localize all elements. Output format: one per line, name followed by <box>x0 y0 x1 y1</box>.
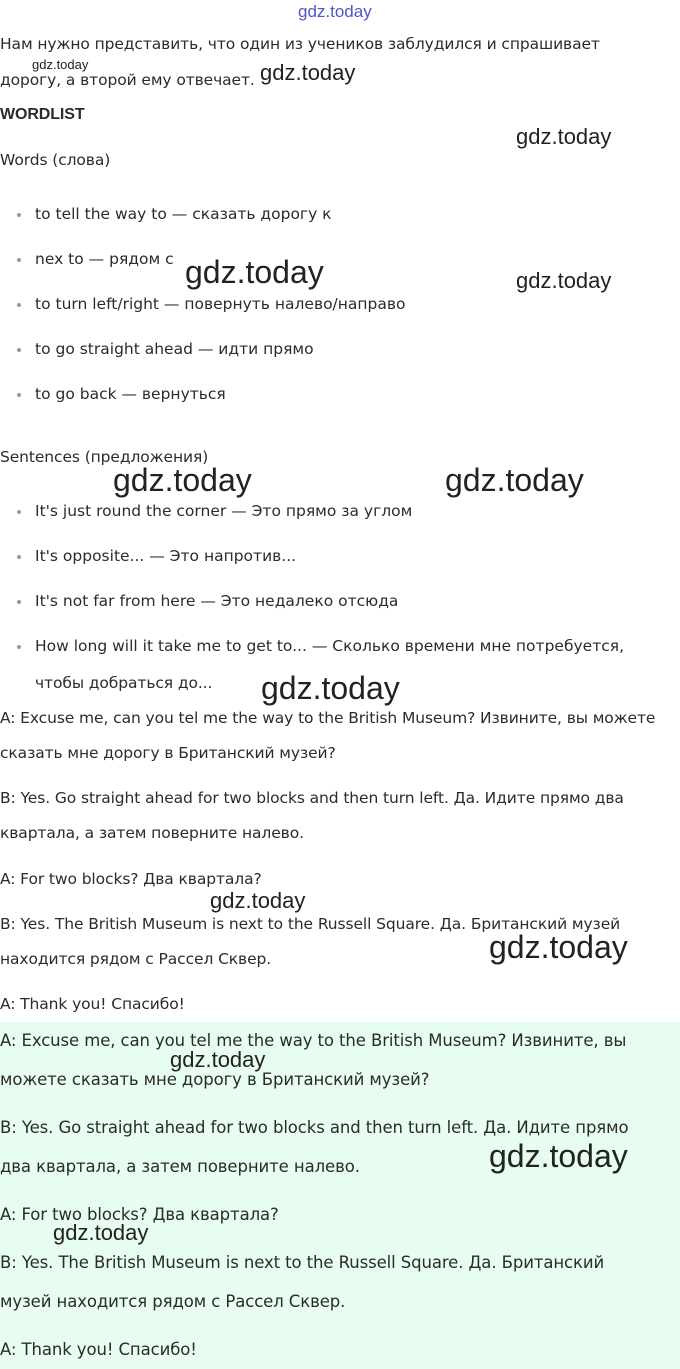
watermark: gdz.today <box>210 888 306 913</box>
bullet-icon <box>17 393 21 397</box>
highlighted-dialog-line: B: Yes. Go straight ahead for two blocks and then turn left. Да. Идите прямо <box>0 1118 629 1137</box>
watermark: gdz.today <box>32 57 89 72</box>
highlighted-dialog-line: A: Excuse me, can you tel me the way to the British Museum? Извините, вы <box>0 1031 627 1050</box>
highlighted-dialog-line: B: Yes. The British Museum is next to the Russell Square. Да. Британский <box>0 1253 605 1272</box>
watermark: gdz.today <box>170 1047 266 1072</box>
dialog-line: A: Thank you! Спасибо! <box>0 995 185 1013</box>
watermark: gdz.today <box>489 929 628 965</box>
document-page: gdz.today Нам нужно представить, что один из учеников заблудился и спрашивает дорогу, а второй ему отвечает. WORDLIST Words (слова) to tell the way to — сказать дорогу к nex to — рядом с to turn left/right — повернуть налево/направо to go straight ahead — идти прямо to go back — вернуться Sentences (предложения) It's just round the corner — Это прямо за углом It's opposite... — Это напротив... It's not far from here — Это недалеко отсюда How long will it take me to get to... — Сколько времени мне потребуется, чтобы добраться до... A: Excuse me, can you tel me the way to the British Museum? Извините, вы можете сказать мне дорогу в Британский музей? B: Yes. Go straight ahead for two blocks and then turn left. Да. Идите прямо два квартала, а затем поверните налево. A: For two blocks? Два квартала? B: Yes. The British Museum is next to the Russell Square. Да. Британский музей находится рядом с Рассел Сквер. A: Thank you! Спасибо! A: Excuse me, can you tel me the way to the British Museum? Извините, вы можете сказать мне дорогу в Британский музей? B: Yes. Go straight ahead for two blocks and then turn left. Да. Идите прямо два квартала, а затем поверните налево. A: For two blocks? Два квартала? B: Yes. The British Museum is next to the Russell Square. Да. Британский музей находится рядом с Рассел Сквер. A: Thank you! Спасибо! gdz.today gdz.today gdz.today gdz.today gdz.today gdz.today gdz.today gdz.today gdz.today gdz.today gdz.today gdz.today gdz.today <box>0 0 680 1369</box>
intro-line-2: дорогу, а второй ему отвечает. <box>0 71 255 89</box>
words-heading: Words (слова) <box>0 151 111 169</box>
watermark: gdz.today <box>261 670 400 706</box>
bullet-icon <box>17 258 21 262</box>
watermark: gdz.today <box>445 462 584 498</box>
bullet-icon <box>17 645 21 649</box>
highlighted-dialog-line: A: Thank you! Спасибо! <box>0 1340 197 1359</box>
header-watermark: gdz.today <box>298 2 372 21</box>
dialog-line: A: Excuse me, can you tel me the way to the British Museum? Извините, вы можете <box>0 709 656 727</box>
highlighted-dialog-line: можете сказать мне дорогу в Британский музей? <box>0 1070 430 1089</box>
bullet-icon <box>17 348 21 352</box>
watermark: gdz.today <box>260 60 356 85</box>
list-item-continuation: чтобы добраться до... <box>35 674 213 692</box>
dialog-line: B: Yes. The British Museum is next to the Russell Square. Да. Британский музей <box>0 915 621 933</box>
dialog-line: квартала, а затем поверните налево. <box>0 824 304 842</box>
watermark: gdz.today <box>53 1220 149 1245</box>
highlighted-dialog-line: два квартала, а затем поверните налево. <box>0 1157 360 1176</box>
intro-line-1: Нам нужно представить, что один из учеников заблудился и спрашивает <box>0 35 600 53</box>
dialog-line: находится рядом с Рассел Сквер. <box>0 950 272 968</box>
dialog-line: A: For two blocks? Два квартала? <box>0 870 262 888</box>
highlighted-dialog-line: музей находится рядом с Рассел Сквер. <box>0 1292 346 1311</box>
bullet-icon <box>17 555 21 559</box>
bullet-icon <box>17 600 21 604</box>
wordlist-heading: WORDLIST <box>0 106 85 123</box>
bullet-icon <box>17 213 21 217</box>
watermark: gdz.today <box>516 124 612 149</box>
watermark: gdz.today <box>489 1138 628 1174</box>
watermark: gdz.today <box>185 254 324 290</box>
bullet-icon <box>17 510 21 514</box>
sentences-heading: Sentences (предложения) <box>0 448 209 466</box>
dialog-line: B: Yes. Go straight ahead for two blocks and then turn left. Да. Идите прямо два <box>0 789 624 807</box>
bullet-icon <box>17 303 21 307</box>
dialog-line: сказать мне дорогу в Британский музей? <box>0 744 336 762</box>
watermark: gdz.today <box>113 462 252 498</box>
highlighted-dialog-line: A: For two blocks? Два квартала? <box>0 1205 279 1224</box>
watermark: gdz.today <box>516 268 612 293</box>
